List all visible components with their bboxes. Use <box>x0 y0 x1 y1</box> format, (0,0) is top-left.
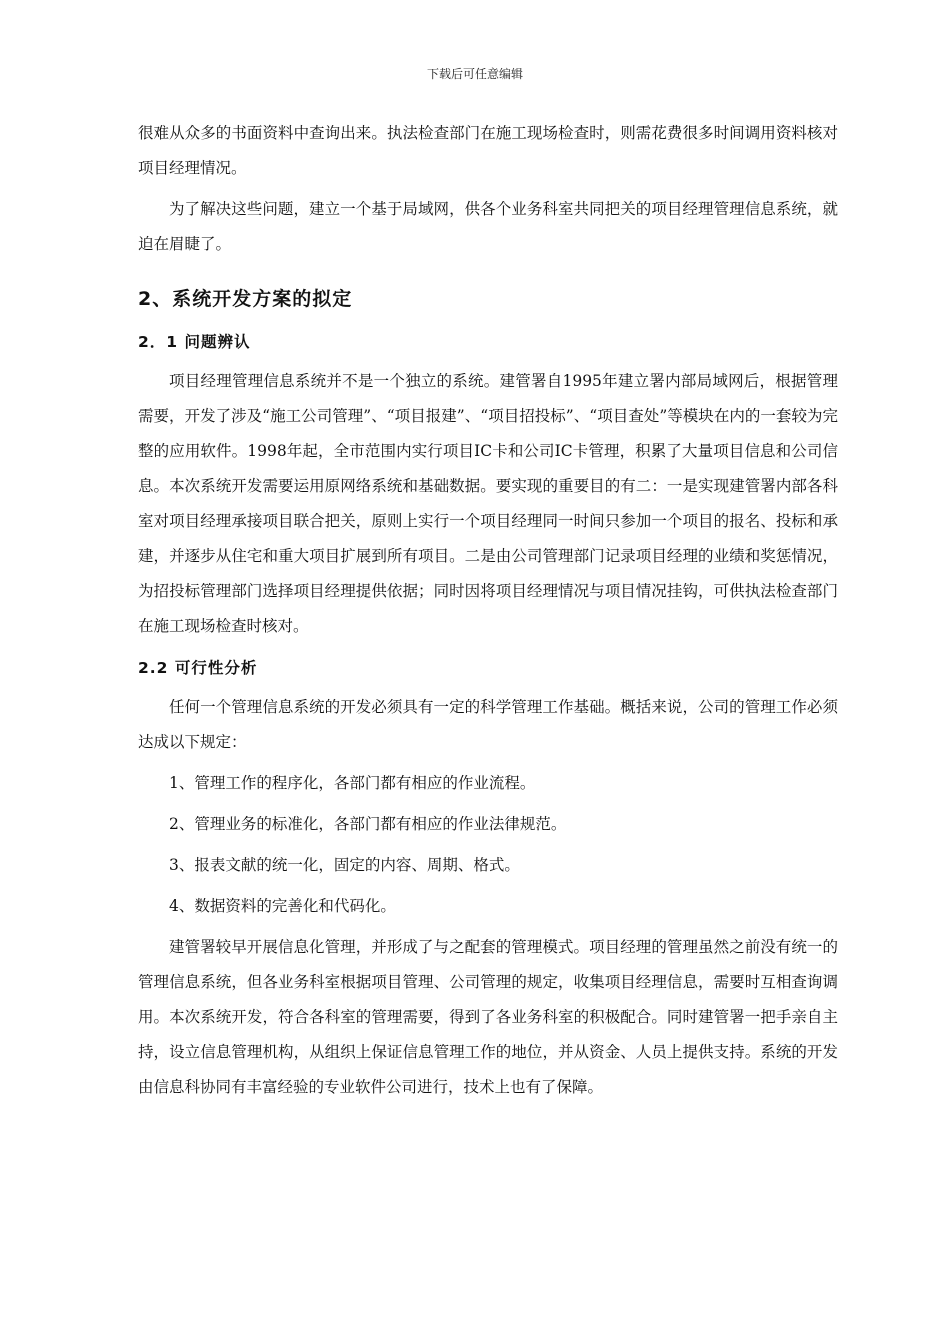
paragraph-feasibility-intro: 任何一个管理信息系统的开发必须具有一定的科学管理工作基础。概括来说，公司的管理工作必须达成以下规定： <box>138 698 838 751</box>
list-item: 2、管理业务的标准化，各部门都有相应的作业法律规范。 <box>169 815 567 833</box>
section-heading-development-plan: 2、系统开发方案的拟定 <box>138 288 353 310</box>
subsection-heading-feasibility-analysis: 2.2 可行性分析 <box>138 659 258 677</box>
list-item: 3、报表文献的统一化，固定的内容、周期、格式。 <box>169 856 520 874</box>
list-item: 1、管理工作的程序化，各部门都有相应的作业流程。 <box>169 774 536 792</box>
paragraph-solution-intro: 为了解决这些问题，建立一个基于局域网，供各个业务科室共同把关的项目经理管理信息系统，就迫在眉睫了。 <box>138 200 838 253</box>
paragraph-feasibility-conclusion: 建管署较早开展信息化管理，并形成了与之配套的管理模式。项目经理的管理虽然之前没有统一的管理信息系统，但各业务科室根据项目管理、公司管理的规定，收集项目经理信息，需要时互相查询调用。本次系统开发，符合各科室的管理需要，得到了各业务科室的积极配合。同时建管署一把手亲自主持，设立信息管理机构，从组织上保证信息管理工作的地位，并从资金、人员上提供支持。系统的开发由信息科协同有丰富经验的专业软件公司进行，技术上也有了保障。 <box>138 938 838 1096</box>
subsection-heading-problem-identification: 2．1 问题辨认 <box>138 333 251 351</box>
paragraph-continuation: 很难从众多的书面资料中查询出来。执法检查部门在施工现场检查时，则需花费很多时间调用资料核对项目经理情况。 <box>138 124 838 177</box>
document-body <box>138 116 838 1105</box>
paragraph-problem-description: 项目经理管理信息系统并不是一个独立的系统。建管署自1995年建立署内部局域网后，根据管理需要，开发了涉及“施工公司管理”、“项目报建”、“项目招投标”、“项目查处”等模块在内的一套较为完整的应用软件。1998年起，全市范围内实行项目IC卡和公司IC卡管理，积累了大量项目信息和公司信息。本次系统开发需要运用原网络系统和基础数据。要实现的重要目的有二：一是实现建管署内部各科室对项目经理承接项目联合把关，原则上实行一个项目经理同一时间只参加一个项目的报名、投标和承建，并逐步从住宅和重大项目扩展到所有项目。二是由公司管理部门记录项目经理的业绩和奖惩情况，为招投标管理部门选择项目经理提供依据；同时因将项目经理情况与项目情况挂钩，可供执法检查部门在施工现场检查时核对。 <box>138 372 838 635</box>
list-item: 4、数据资料的完善化和代码化。 <box>169 897 396 915</box>
requirements-list <box>138 766 838 924</box>
page-header: 下载后可任意编辑 <box>426 67 523 81</box>
